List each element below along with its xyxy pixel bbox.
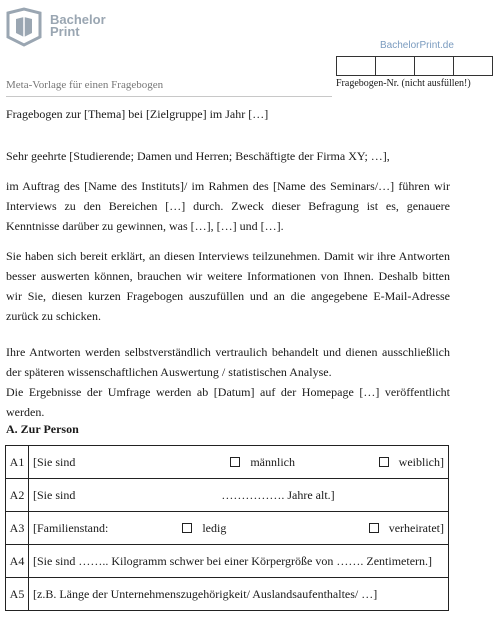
age-field[interactable]: ……………. Jahre alt.] <box>221 487 335 502</box>
questionnaire-number-boxes[interactable] <box>336 56 493 76</box>
option-female-label: weiblich] <box>398 454 444 469</box>
number-cell[interactable] <box>415 57 454 75</box>
number-cell[interactable] <box>376 57 415 75</box>
row-text: [Familienstand: <box>33 520 109 535</box>
row-content <box>29 512 449 545</box>
row-code: A4 <box>6 545 29 578</box>
table-row <box>6 446 449 479</box>
row-text[interactable]: [z.B. Länge der Unternehmenszugehörigkeit/ Auslandsaufenthaltes/ …] <box>29 578 449 611</box>
checkbox-single[interactable] <box>182 523 192 533</box>
greeting: Sehr geehrte [Studierende; Damen und Herren; Beschäftigte der Firma XY; …], <box>6 149 390 163</box>
brand-name <box>50 14 106 38</box>
checkbox-female[interactable] <box>379 457 389 467</box>
checkbox-married[interactable] <box>369 523 379 533</box>
number-cell[interactable] <box>337 57 376 75</box>
row-code: A5 <box>6 578 29 611</box>
paragraph-privacy-line1: Ihre Antworten werden selbstverständlich vertraulich behandelt und dienen ausschließlich der späteren wissenschaftlichen Auswertung / statistischen Analyse. <box>6 345 450 379</box>
table-row <box>6 512 449 545</box>
row-content <box>29 446 449 479</box>
brand-url: BachelorPrint.de <box>380 40 454 51</box>
paragraph-request: Sie haben sich bereit erklärt, an diesen Interviews teilzunehmen. Damit wir ihre Antworten besser auswerten können, brauchen wir weitere Informationen von Ihnen. Deshalb bitten wir Sie, diesen kurzen Fragebogen auszufüllen und an die angegebene E-Mail-Adresse zurück zu schicken. <box>6 249 450 323</box>
brand-name-line2: Print <box>50 24 80 39</box>
paragraph-intro: im Auftrag des [Name des Instituts]/ im Rahmen des [Name des Seminars/…] führen wir Interviews zu den Bereichen […] durch. Zweck dieser Befragung ist es, genauere Kenntnisse darüber zu gewinnen, was […], […] und […]. <box>6 179 450 233</box>
checkbox-male[interactable] <box>230 457 240 467</box>
table-row <box>6 545 449 578</box>
option-single-label: ledig <box>202 520 227 535</box>
number-cell[interactable] <box>454 57 492 75</box>
row-content <box>29 479 449 512</box>
questionnaire-number-label: Fragebogen-Nr. (nicht ausfüllen!) <box>336 78 471 89</box>
option-male-label: männlich <box>250 454 295 469</box>
row-text: [Sie sind <box>33 454 76 469</box>
row-code: A1 <box>6 446 29 479</box>
brand-name-line1: Bachelor <box>50 12 106 27</box>
option-married-label: verheiratet] <box>388 520 444 535</box>
section-title: A. Zur Person <box>6 422 79 436</box>
table-row <box>6 479 449 512</box>
questionnaire-title: Fragebogen zur [Thema] bei [Zielgruppe] im Jahr […] <box>6 107 269 121</box>
row-text: [Sie sind <box>33 487 76 502</box>
bachelorprint-logo-icon <box>6 7 42 47</box>
paragraph-privacy <box>6 342 450 422</box>
row-text[interactable]: [Sie sind …….. Kilogramm schwer bei einer Körpergröße von ……. Zentimetern.] <box>29 545 449 578</box>
paragraph-privacy-line2: Die Ergebnisse der Umfrage werden ab [Datum] auf der Homepage […] veröffentlicht werden. <box>6 385 450 419</box>
row-code: A2 <box>6 479 29 512</box>
row-code: A3 <box>6 512 29 545</box>
template-title: Meta-Vorlage für einen Fragebogen <box>6 79 164 91</box>
divider <box>6 96 332 97</box>
table-row <box>6 578 449 611</box>
person-questions-table <box>5 445 449 611</box>
